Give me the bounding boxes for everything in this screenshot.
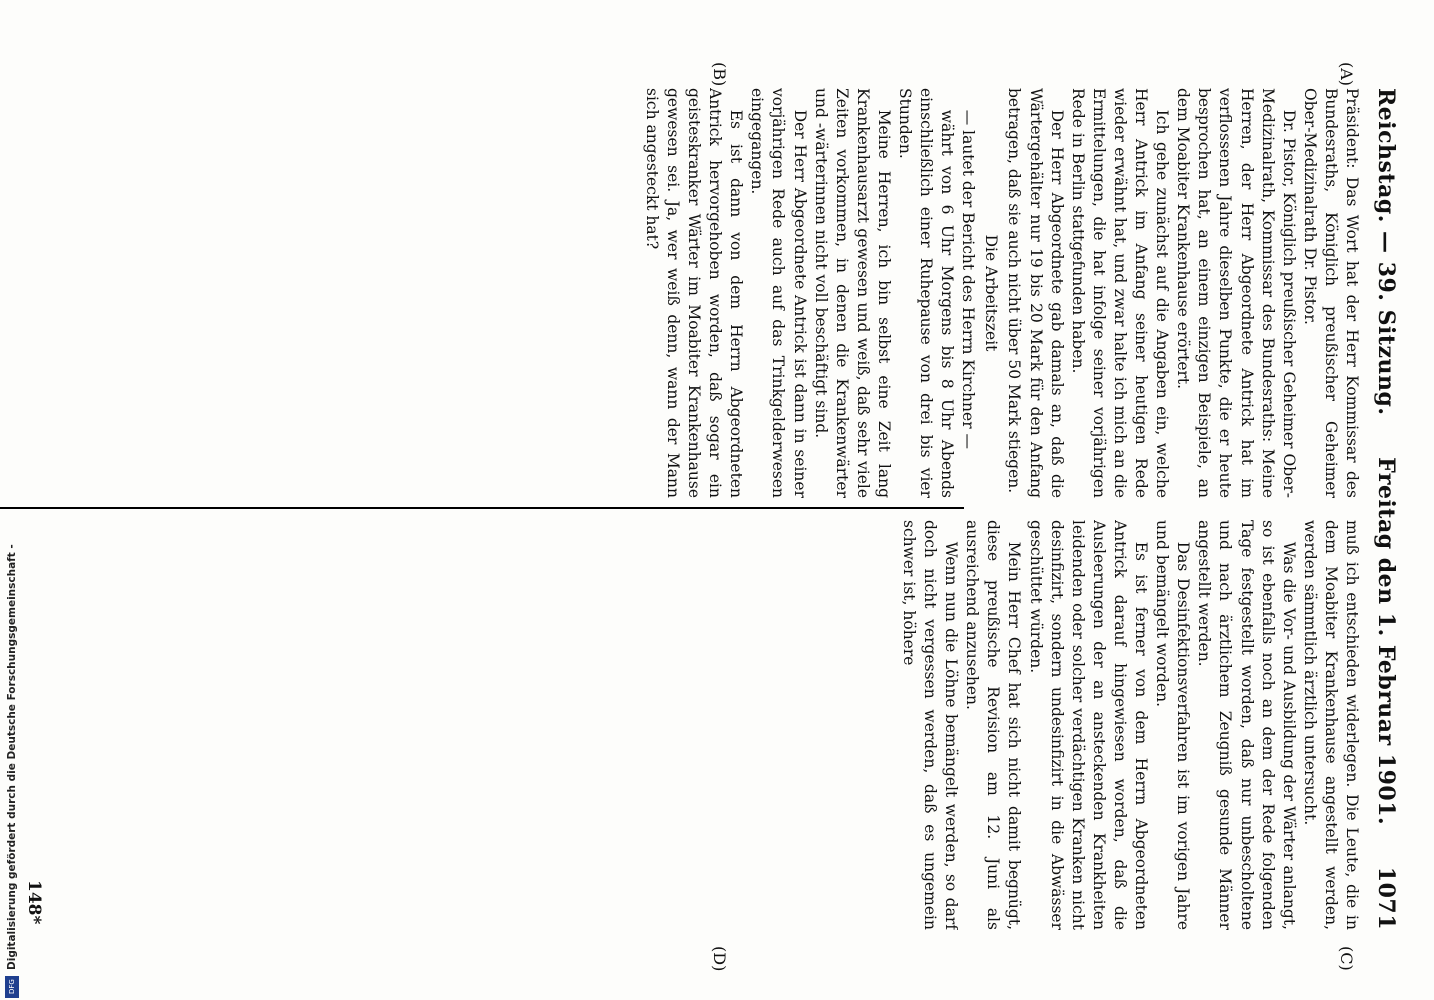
- credit-text: Digitalisierung gefördert durch die Deutsche Forschungsgemeinschaft -: [6, 544, 18, 970]
- paragraph: Wenn nun die Löhne bemängelt werden, so darf doch nicht vergessen werden, daß es ungemein schwer ist, höhere: [900, 520, 961, 930]
- quote: währt von 6 Uhr Morgens bis 8 Uhr Abends einschließlich einer Ruhepause von drei bis vier Stunden.: [896, 88, 957, 498]
- margin-marker-a: (A): [1337, 62, 1356, 87]
- paragraph: Ich gehe zunächst auf die Angaben ein, welche Herr Antrick im Anfang seiner heutigen Rede wieder erwähnt hat, und zwar halte ich mich an die Ermittelungen, die hat infolge seiner vorjährigen Rede in Berlin stattgefunden haben.: [1068, 88, 1172, 498]
- left-column: [312, 88, 1362, 498]
- dfg-logo: DFG: [5, 976, 19, 998]
- signature-mark: 148*: [24, 880, 44, 925]
- page-number: 1071: [1373, 866, 1399, 930]
- paragraph: Mein Herr Chef hat sich nicht damit begnügt, diese preußische Revision am 12. Juni als ausreichend anzusehen.: [963, 520, 1024, 930]
- page-header: [1366, 88, 1406, 930]
- digitization-credit: [2, 544, 22, 1000]
- paragraph: Es ist dann von dem Herrn Abgeordneten Antrick hervorgehoben worden, daß sogar ein geisteskranker Wärter im Moabiter Krankenhause gewesen sei. Ja, wer weiß denn, wann der Mann sich angesteckt hat?: [642, 88, 746, 498]
- margin-marker-b: (B): [710, 62, 729, 87]
- paragraph: Das Desinfektionsverfahren ist im vorigen Jahre und bemängelt worden.: [1153, 520, 1193, 930]
- paragraph: Es ist ferner von dem Herrn Abgeordneten Antrick darauf hingewiesen worden, daß die Ausleerungen der an ansteckenden Krankheiten leidenden oder solcher verdächtigen Kranken nicht desinfizirt, sondern undesinfizirt in die Abwässer geschüttet würden.: [1026, 520, 1151, 930]
- paragraph: Präsident: Das Wort hat der Herr Kommissar des Bundesraths, Königlich preußischer Geheimer Ober-Medizinalrath Dr. Pistor.: [1300, 88, 1361, 498]
- paragraph: muß ich entschieden widerlegen. Die Leute, die in dem Moabiter Krankenhause angestellt werden, werden sämmtlich ärztlich untersucht.: [1300, 520, 1361, 930]
- paragraph: Der Herr Abgeordnete gab damals an, daß die Wärtergehälter nur 19 bis 20 Mark für den Anfang betragen, daß sie auch nicht über 50 Mark stiegen.: [1005, 88, 1066, 498]
- margin-marker-d: (D): [710, 946, 729, 972]
- column-divider: [0, 507, 964, 509]
- header-center: Freitag den 1. Februar 1901.: [1373, 457, 1399, 826]
- section-heading: Die Arbeitszeit: [982, 234, 1001, 352]
- paragraph: Meine Herren, ich bin selbst eine Zeit lang Krankenhausarzt gewesen und weiß, daß sehr viele Zeiten vorkommen, in denen die Krankenwärter und -wärterinnen nicht voll beschäftigt sind.: [811, 88, 893, 498]
- margin-marker-c: (C): [1337, 946, 1356, 971]
- quote-intro: — lautet der Bericht des Herrn Kirchner —: [959, 109, 978, 450]
- paragraph: Dr. Pistor, Königlich preußischer Geheimer Ober-Medizinalrath, Kommissar des Bundesraths: Meine Herren, der Herr Abgeordnete Antrick hat im verflossenen Jahre dieselben Punkte, die er heute besprochen hat, an einem einzigen Beispiele, an dem Moabiter Krankenhause erörtert.: [1174, 88, 1298, 498]
- header-left: Reichstag. — 39. Sitzung.: [1373, 88, 1399, 416]
- right-column: [312, 520, 1362, 930]
- paragraph: Der Herr Abgeordnete Antrick ist dann in seiner vorjährigen Rede auch auf das Trinkgelderwesen eingegangen.: [748, 88, 809, 498]
- paragraph: Was die Vor- und Ausbildung der Wärter anlangt, so ist ebenfalls noch an dem der Rede folgenden Tage festgestellt worden, daß nur unbescholtene und nach ärztlichem Zeugniß gesunde Männer angestellt werden.: [1195, 520, 1298, 930]
